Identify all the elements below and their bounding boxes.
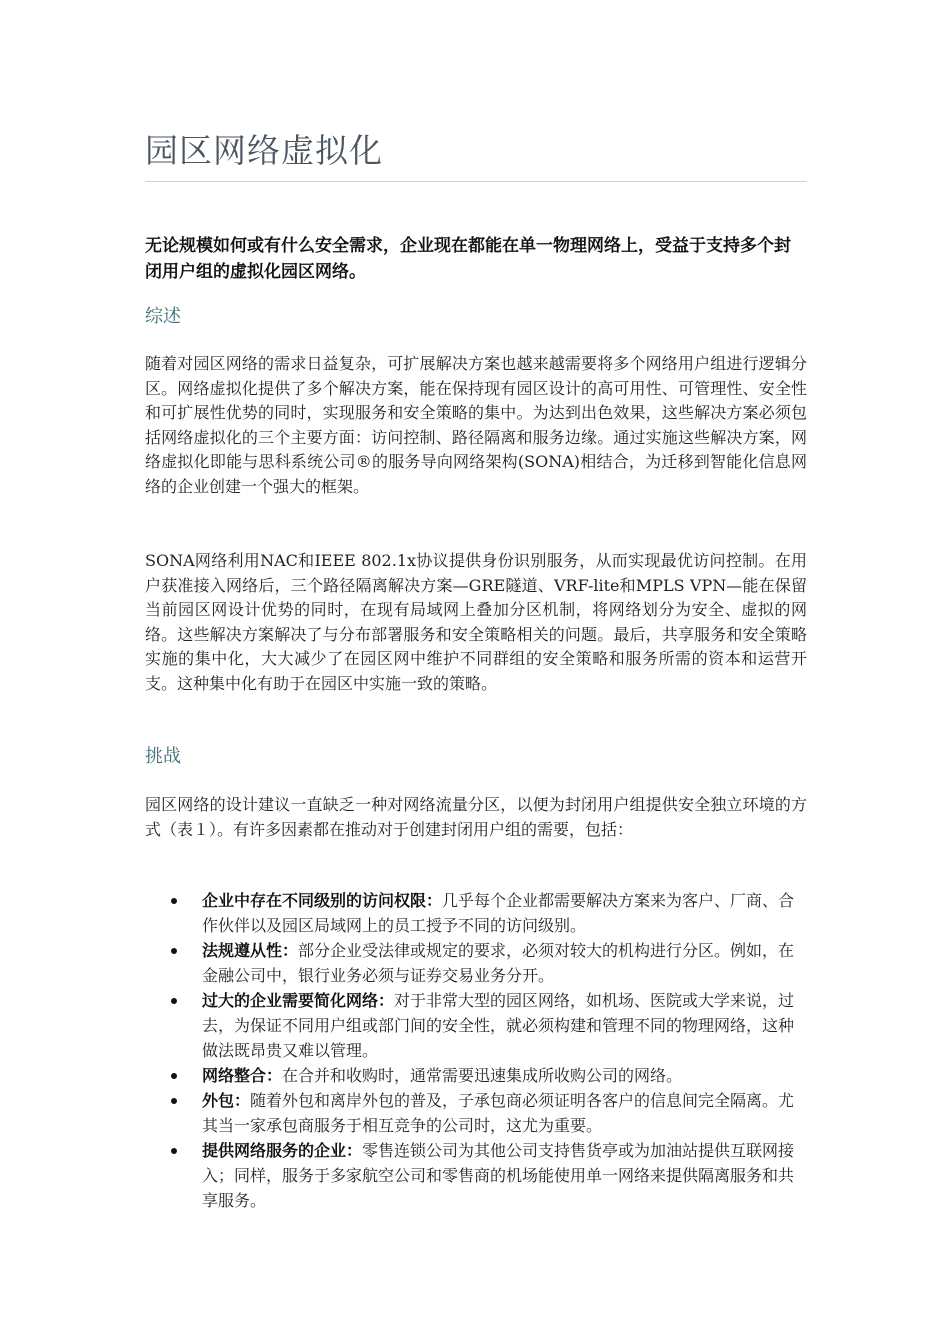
list-item xyxy=(145,888,807,938)
bullet-dot-icon xyxy=(171,948,177,954)
list-item xyxy=(145,938,807,988)
list-item xyxy=(145,1088,807,1138)
list-item-text: 在合并和收购时，通常需要迅速集成所收购公司的网络。 xyxy=(282,1066,683,1085)
lead-paragraph: 无论规模如何或有什么安全需求，企业现在都能在单一物理网络上，受益于支持多个封闭用户组的虚拟化园区网络。 xyxy=(145,236,791,282)
bullet-dot-icon xyxy=(171,1148,177,1154)
list-item-term: 外包： xyxy=(202,1091,251,1110)
overview-paragraph-1: 随着对园区网络的需求日益复杂，可扩展解决方案也越来越需要将多个网络用户组进行逻辑分区。网络虚拟化提供了多个解决方案，能在保持现有园区设计的高可用性、可管理性、安全性和可扩展性优势的同时，实现服务和安全策略的集中。为达到出色效果，这些解决方案必须包括网络虚拟化的三个主要方面：访问控制、路径隔离和服务边缘。通过实施这些解决方案，网络虚拟化即能与思科系统公司®的服务导向网络架构(SONA)相结合，为迁移到智能化信息网络的企业创建一个强大的框架。 xyxy=(145,354,807,496)
bullet-dot-icon xyxy=(171,1073,177,1079)
list-item-text: 几乎每个企业都需要解决方案来为客户、厂商、合作伙伴以及园区局域网上的员工授予不同的访问级别。 xyxy=(202,891,795,935)
overview-paragraph-2: SONA网络利用NAC和IEEE 802.1x协议提供身份识别服务，从而实现最优访问控制。在用户获准接入网络后，三个路径隔离解决方案—GRE隧道、VRF-lite和MPLS VPN—能在保留当前园区网设计优势的同时，在现有局域网上叠加分区机制，将网络划分为安全、虚拟的网络。这些解决方案解决了与分布部署服务和安全策略相关的问题。最后，共享服务和安全策略实施的集中化，大大减少了在园区网中维护不同群组的安全策略和服务所需的资本和运营开支。这种集中化有助于在园区中实施一致的策略。 xyxy=(145,551,807,693)
list-item-text: 对于非常大型的园区网络，如机场、医院或大学来说，过去，为保证不同用户组或部门间的安全性，就必须构建和管理不同的物理网络，这种做法既昂贵又难以管理。 xyxy=(202,991,795,1060)
section-heading-overview: 综述 xyxy=(145,306,181,327)
challenges-paragraph: 园区网络的设计建议一直缺乏一种对网络流量分区，以便为封闭用户组提供安全独立环境的方式（表１）。有许多因素都在推动对于创建封闭用户组的需要，包括： xyxy=(145,795,807,839)
list-item xyxy=(145,988,807,1063)
list-item-text: 零售连锁公司为其他公司支持售货亭或为加油站提供互联网接入；同样，服务于多家航空公司和零售商的机场能使用单一网络来提供隔离服务和共享服务。 xyxy=(202,1141,795,1210)
list-item-text: 部分企业受法律或规定的要求，必须对较大的机构进行分区。例如，在金融公司中，银行业务必须与证券交易业务分开。 xyxy=(202,941,795,985)
list-item-term: 提供网络服务的企业： xyxy=(202,1141,363,1160)
list-item-term: 过大的企业需要简化网络： xyxy=(202,991,395,1010)
title-divider xyxy=(145,181,807,182)
section-heading-challenges: 挑战 xyxy=(145,746,181,767)
challenge-factor-list xyxy=(145,888,807,1213)
list-item-text: 随着外包和离岸外包的普及，子承包商必须证明各客户的信息间完全隔离。尤其当一家承包商服务于相互竞争的公司时，这尤为重要。 xyxy=(202,1091,795,1135)
bullet-dot-icon xyxy=(171,1098,177,1104)
list-item xyxy=(145,1138,807,1213)
list-item-term: 网络整合： xyxy=(202,1066,283,1085)
page-title: 园区网络虚拟化 xyxy=(145,131,383,170)
list-item xyxy=(145,1063,807,1088)
bullet-dot-icon xyxy=(171,898,177,904)
list-item-term: 法规遵从性： xyxy=(202,941,299,960)
list-item-term: 企业中存在不同级别的访问权限： xyxy=(202,891,443,910)
bullet-dot-icon xyxy=(171,998,177,1004)
